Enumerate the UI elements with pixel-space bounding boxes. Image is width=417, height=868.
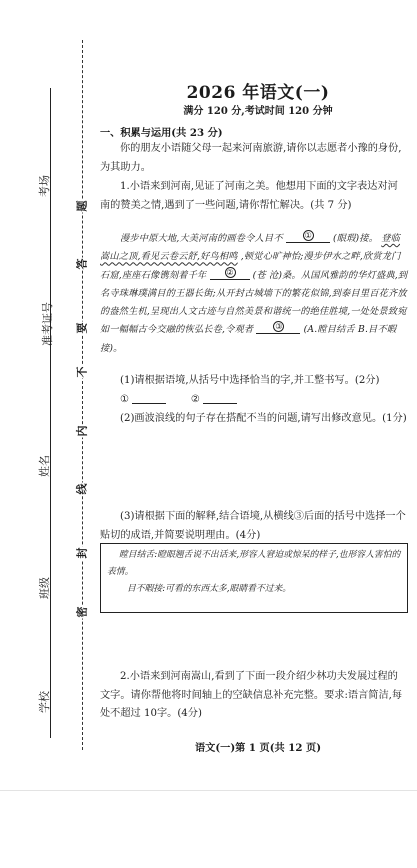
explanation-1: 瞠目结舌:瞪眼翘舌说不出话来,形容人窘迫或惊呆的样子,也形容人害怕的表情。 (107, 550, 401, 577)
seal-char-feng: 封 (75, 547, 89, 559)
label-school: 学校 (38, 691, 51, 713)
answer-line-2[interactable] (203, 392, 237, 404)
seal-char-bu: 不 (75, 366, 89, 378)
blank-marker-1: ① (304, 231, 313, 240)
section-intro: 你的朋友小语随父母一起来河南旅游,请你以志愿者小豫的身份,为其助力。 (100, 143, 402, 173)
seal-char-yao: 要 (75, 322, 89, 334)
passage-part-b: (眼瑕)接。 (332, 233, 379, 244)
passage-part-c: ,顿觉心旷神怡;漫步伊水之畔,欣赏龙门石窟,座座石像镌刻着千年 (100, 251, 401, 281)
label-exam-room: 考场 (38, 175, 51, 197)
label-class: 班级 (38, 577, 51, 599)
sub-question-1: (1)请根据语境,从括号中选择恰当的字,并工整书写。(2分) (120, 375, 380, 386)
seal-char-nei: 内 (75, 425, 89, 437)
idiom-explanation-box (100, 543, 408, 613)
binding-strip (0, 0, 96, 760)
answer-blank-2[interactable] (210, 268, 250, 280)
blank-marker-3: ③ (275, 322, 283, 332)
passage-part-e: (A.瞠目结舌 B.目不暇接)。 (100, 324, 397, 354)
exam-subtitle: 满分 120 分,考试时间 120 分钟 (183, 106, 333, 117)
binding-dashed-line (82, 40, 83, 750)
seal-char-da: 答 (75, 258, 89, 270)
answer-blank-1[interactable] (286, 231, 330, 243)
explanation-2: 目不暇接:可看的东西太多,眼睛看不过来。 (127, 584, 292, 594)
label-name: 姓名 (38, 455, 51, 477)
seal-char-mi: 密 (75, 606, 89, 618)
page-bottom-divider (0, 790, 417, 791)
answer-mark-1: ① (120, 394, 130, 405)
seal-char-xian: 线 (75, 483, 89, 495)
wavy-underlined-sentence: 登临嵩山之顶,看见云卷云舒,好鸟相鸣 (100, 233, 400, 263)
passage-part-a: 漫步中原大地,大美河南的画卷令人目不 (120, 233, 283, 244)
passage-part-d: (苍 沧)桑。从国风雅韵的华灯盛典,到名寺珠琳璞满目的王器长街;从开封古城墙下的繁花似锦,到泰目里百花齐放的盎然生机,呈现出人文古迹与自然美景和谐统一的绝佳胜境,一处处景致宛如一幅幅古今交融的恢弘长卷,令观者 (100, 269, 408, 336)
seal-char-ti: 题 (75, 200, 89, 212)
answer-blank-3[interactable] (256, 322, 300, 334)
question-1-stem: 1.小语来到河南,见证了河南之美。他想用下面的文字表达对河南的赞美之情,遇到了一些问题,请你帮忙解决。(共 7 分) (100, 181, 398, 211)
question-2-stem: 2.小语来到河南嵩山,看到了下面一段介绍少林功夫发展过程的文字。请你帮他将时间轴上的空缺信息补充完整。要求:语言简洁,每处不超过 10字。(4分) (100, 671, 403, 719)
exam-room-blank (50, 88, 51, 160)
question-1-passage (100, 230, 408, 358)
sub-question-3: (3)请根据下面的解释,结合语境,从横线③后面的括号中选择一个贴切的成语,并简要说明理由。(4分) (100, 511, 406, 541)
label-admission-number: 准考证号 (41, 302, 54, 346)
answer-mark-2: ② (190, 394, 201, 405)
blank-marker-2: ② (226, 267, 234, 277)
sub-question-1-answer-line (120, 391, 237, 410)
exam-title: 2026 年语文(一) (186, 83, 330, 103)
sub-question-2: (2)画波浪线的句子存在搭配不当的问题,请写出修改意见。(1分) (120, 413, 407, 424)
page-footer: 语文(一)第 1 页(共 12 页) (194, 742, 322, 754)
section-heading: 一、积累与运用(共 23 分) (100, 127, 223, 139)
answer-line-1[interactable] (132, 392, 166, 404)
